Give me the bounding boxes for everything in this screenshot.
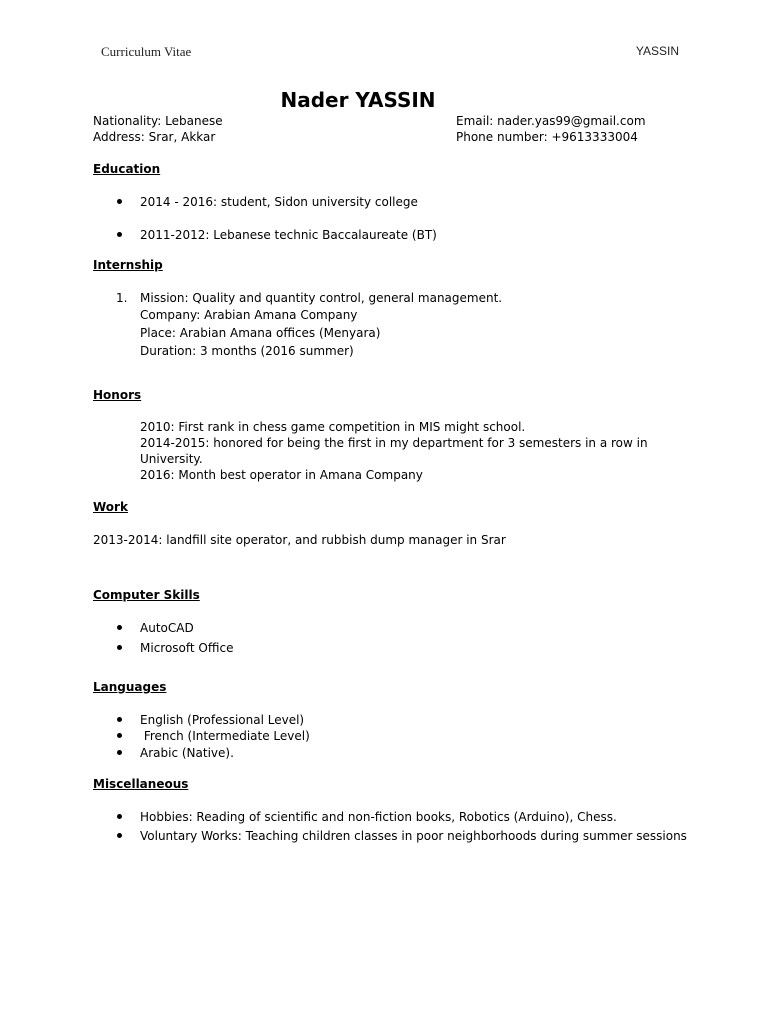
work-line: 2013-2014: landfill site operator, and rubbish dump manager in Srar [93, 533, 506, 547]
honor-line: 2014-2015: honored for being the first in my department for 3 semesters in a row in [140, 436, 648, 450]
education-heading: Education [93, 162, 161, 176]
internship-place: Place: Arabian Amana offices (Menyara) [140, 326, 381, 340]
bullet-icon [117, 814, 122, 819]
language-text: Arabic (Native). [140, 746, 234, 760]
internship-duration: Duration: 3 months (2016 summer) [140, 344, 354, 358]
internship-mission: Mission: Quality and quantity control, general management. [140, 291, 503, 305]
bullet-icon [117, 717, 122, 722]
language-text: French (Intermediate Level) [140, 729, 310, 743]
skill-text: Microsoft Office [140, 641, 234, 655]
internship-heading: Internship [93, 258, 163, 272]
misc-text: Voluntary Works: Teaching children classes in poor neighborhoods during summer sessions [140, 829, 687, 843]
internship-number: 1. [116, 291, 128, 305]
nationality: Nationality: Lebanese [93, 114, 223, 128]
honor-line: 2010: First rank in chess game competition in MIS might school. [140, 420, 526, 434]
bullet-icon [117, 750, 122, 755]
header-left: Curriculum Vitae [101, 44, 192, 59]
miscellaneous-heading: Miscellaneous [93, 777, 189, 791]
languages-heading: Languages [93, 680, 167, 694]
header-right: YASSIN [635, 44, 679, 58]
honors-heading: Honors [93, 388, 142, 402]
candidate-name: Nader YASSIN [280, 88, 436, 112]
phone: Phone number: +9613333004 [456, 130, 638, 144]
email: Email: nader.yas99@gmail.com [456, 114, 646, 128]
computer-skills-heading: Computer Skills [93, 588, 200, 602]
bullet-icon [117, 733, 122, 738]
bullet-icon [117, 232, 122, 237]
work-heading: Work [93, 500, 128, 514]
misc-text: Hobbies: Reading of scientific and non-fiction books, Robotics (Arduino), Chess. [140, 810, 617, 824]
bullet-icon [117, 199, 122, 204]
skill-text: AutoCAD [140, 621, 194, 635]
bullet-icon [117, 645, 122, 650]
honor-line: 2016: Month best operator in Amana Company [140, 468, 423, 482]
education-item-text: 2011-2012: Lebanese technic Baccalaureate (BT) [140, 228, 437, 242]
bullet-icon [117, 833, 122, 838]
language-text: English (Professional Level) [140, 713, 305, 727]
internship-company: Company: Arabian Amana Company [140, 308, 358, 322]
address: Address: Srar, Akkar [93, 130, 216, 144]
honor-line: University. [140, 452, 203, 466]
bullet-icon [117, 625, 122, 630]
education-item-text: 2014 - 2016: student, Sidon university college [140, 195, 418, 209]
